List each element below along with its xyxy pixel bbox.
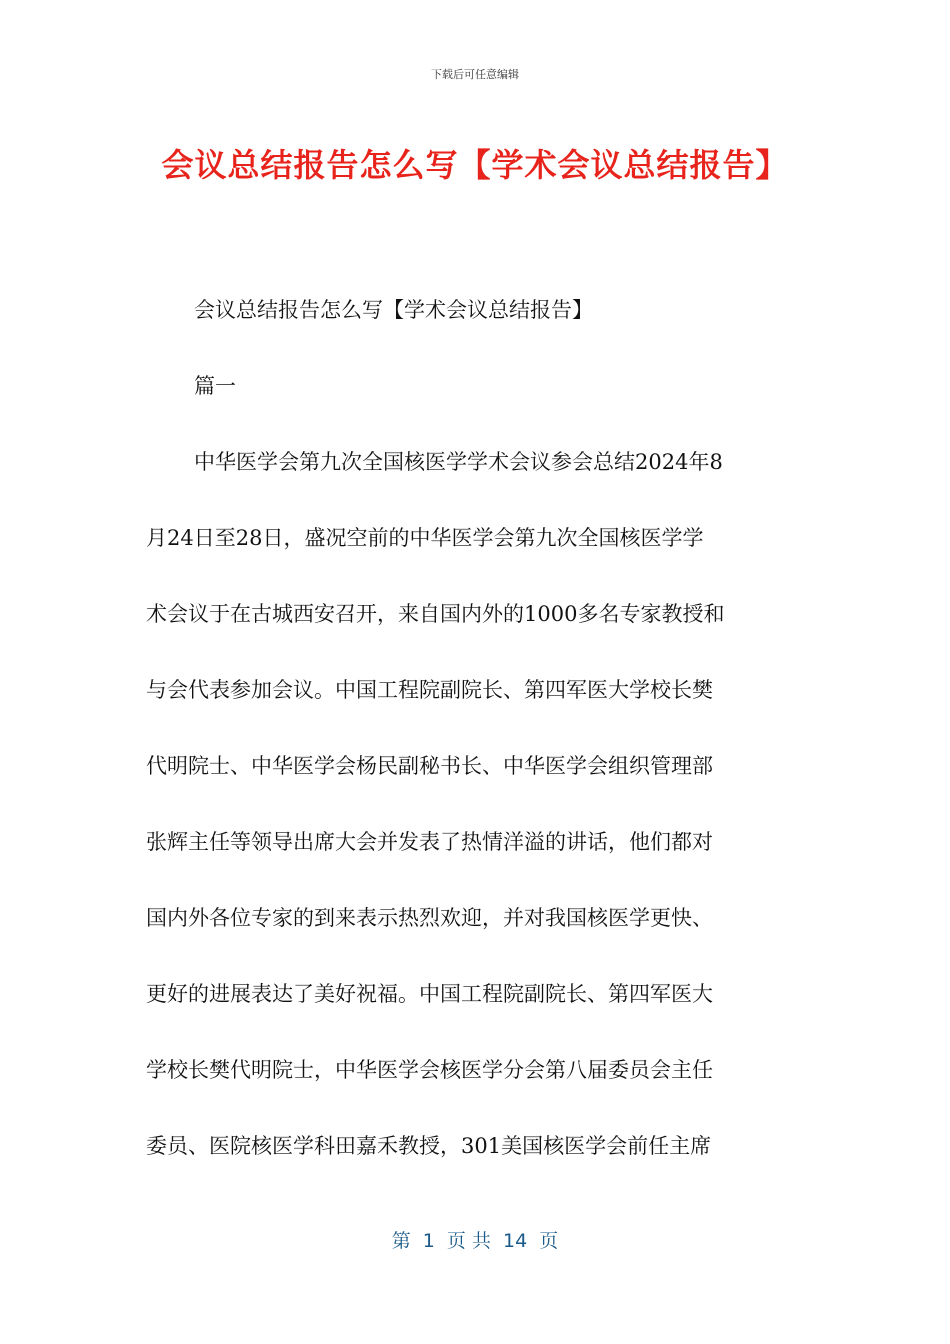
paragraph-line: 学校长樊代明院士，中华医学会核医学分会第八届委员会主任: [146, 1058, 713, 1082]
paragraph-line: 国内外各位专家的到来表示热烈欢迎，并对我国核医学更快、: [146, 906, 713, 930]
paragraph-line: 委员、医院核医学科田嘉禾教授，301美国核医学会前任主席: [146, 1134, 712, 1158]
paragraph-line: 与会代表参加会议。中国工程院副院长、第四军医大学校长樊: [146, 678, 713, 702]
paragraph-line: 代明院士、中华医学会杨民副秘书长、中华医学会组织管理部: [146, 754, 713, 778]
header-note: 下载后可任意编辑: [431, 68, 519, 81]
subtitle-line: 会议总结报告怎么写【学术会议总结报告】: [194, 298, 593, 322]
paragraph-line: 术会议于在古城西安召开，来自国内外的1000多名专家教授和: [146, 602, 725, 626]
paragraph-line: 中华医学会第九次全国核医学学术会议参会总结2024年8: [194, 450, 723, 474]
document-body: [146, 272, 806, 1184]
paragraph-line: 月24日至28日，盛况空前的中华医学会第九次全国核医学学: [146, 526, 704, 550]
paragraph-line: 更好的进展表达了美好祝福。中国工程院副院长、第四军医大: [146, 982, 713, 1006]
page-number-footer: 第 1 页 共 14 页: [391, 1230, 559, 1252]
paragraph-line: 张辉主任等领导出席大会并发表了热情洋溢的讲话，他们都对: [146, 830, 713, 854]
document-title: 会议总结报告怎么写【学术会议总结报告】: [161, 146, 789, 184]
section-heading: 篇一: [194, 374, 236, 398]
